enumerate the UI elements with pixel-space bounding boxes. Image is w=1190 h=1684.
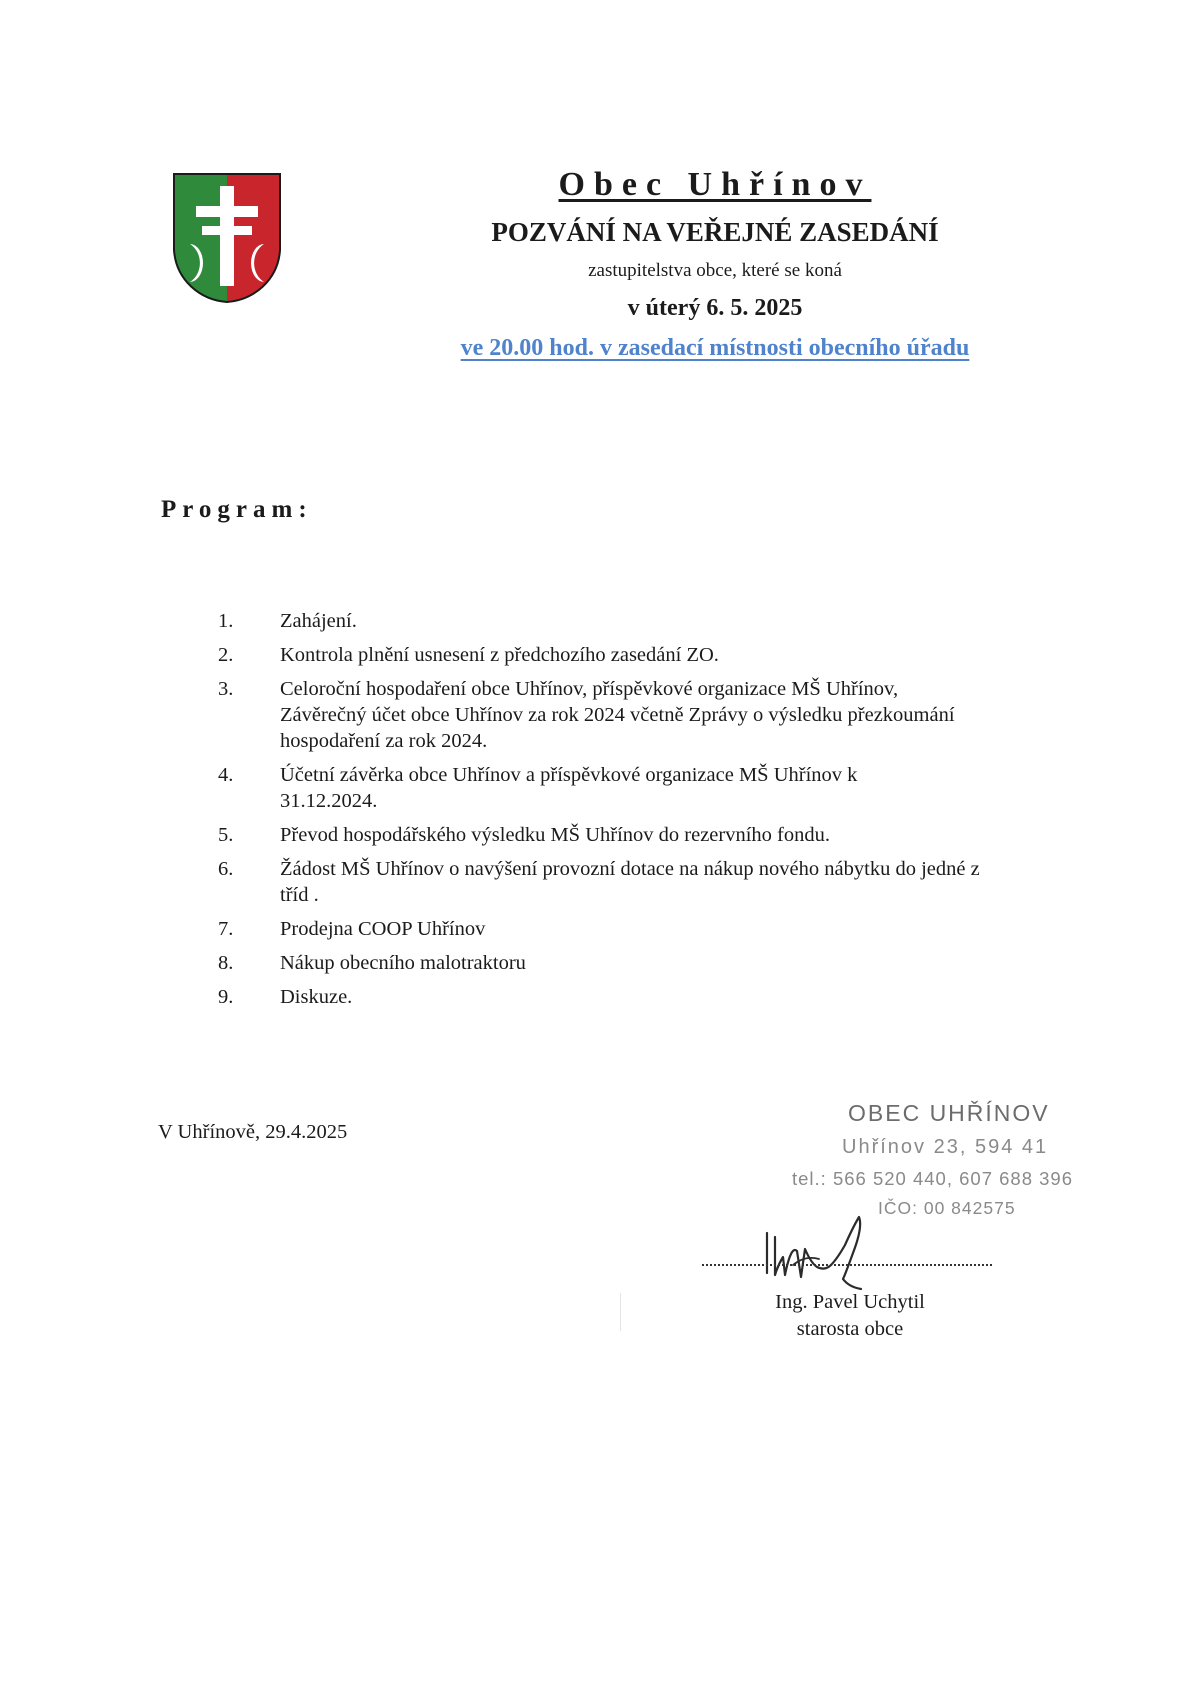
scan-artifact bbox=[620, 1293, 621, 1331]
stamp-address: Uhřínov 23, 594 41 bbox=[842, 1136, 1049, 1158]
agenda-text: Žádost MŠ Uhřínov o navýšení provozní dotace na nákup nového nábytku do jedné z tříd . bbox=[280, 858, 980, 906]
signature-icon bbox=[745, 1205, 905, 1295]
agenda-text: Kontrola plnění usnesení z předchozího zasedání ZO. bbox=[280, 644, 719, 666]
stamp-phone: tel.: 566 520 440, 607 688 396 bbox=[792, 1168, 1073, 1189]
meeting-venue: ve 20.00 hod. v zasedací místnosti obecního úřadu bbox=[460, 335, 970, 361]
agenda-item bbox=[218, 676, 1048, 754]
agenda-number: 3. bbox=[218, 678, 234, 700]
agenda-number: 6. bbox=[218, 858, 234, 880]
agenda-text: Nákup obecního malotraktoru bbox=[280, 952, 526, 974]
agenda-text: Prodejna COOP Uhřínov bbox=[280, 918, 486, 940]
agenda-text: Převod hospodářského výsledku MŠ Uhřínov do rezervního fondu. bbox=[280, 824, 831, 846]
agenda-text: Celoroční hospodaření obce Uhřínov, příspěvkové organizace MŠ Uhřínov, Závěrečný účet obce Uhřínov za rok 2024 včetně Zprávy o výsledku přezkoumání hospodaření za rok 2024. bbox=[280, 678, 955, 752]
agenda-item bbox=[218, 762, 1048, 814]
stamp-name: OBEC UHŘÍNOV bbox=[848, 1100, 1050, 1126]
agenda-number: 7. bbox=[218, 918, 234, 940]
municipality-name: Obec Uhřínov bbox=[558, 166, 872, 203]
signer-role: starosta obce bbox=[796, 1318, 904, 1340]
agenda-item bbox=[218, 950, 1048, 976]
signer-name: Ing. Pavel Uchytil bbox=[775, 1291, 925, 1313]
agenda-number: 9. bbox=[218, 986, 234, 1008]
agenda-text: Diskuze. bbox=[280, 986, 353, 1008]
document-title: POZVÁNÍ NA VEŘEJNÉ ZASEDÁNÍ bbox=[491, 217, 939, 247]
agenda-text: Zahájení. bbox=[280, 610, 357, 632]
agenda-item bbox=[218, 984, 1048, 1010]
agenda-number: 2. bbox=[218, 644, 234, 666]
agenda-item bbox=[218, 822, 1048, 848]
agenda-item bbox=[218, 856, 1048, 908]
stamp-id: IČO: 00 842575 bbox=[878, 1198, 1016, 1218]
signature-line bbox=[702, 1260, 992, 1266]
program-heading: Program: bbox=[161, 496, 313, 523]
agenda-number: 4. bbox=[218, 764, 234, 786]
agenda-number: 5. bbox=[218, 824, 234, 846]
agenda-text: Účetní závěrka obce Uhřínov a příspěvkové organizace MŠ Uhřínov k 31.12.2024. bbox=[280, 764, 858, 812]
agenda-number: 8. bbox=[218, 952, 234, 974]
agenda-item bbox=[218, 608, 1048, 634]
agenda-item bbox=[218, 916, 1048, 942]
document-subtitle: zastupitelstva obce, které se koná bbox=[588, 260, 842, 281]
agenda-item bbox=[218, 642, 1048, 668]
agenda-list bbox=[218, 608, 1048, 1018]
place-and-date: V Uhřínově, 29.4.2025 bbox=[158, 1121, 348, 1143]
agenda-number: 1. bbox=[218, 610, 234, 632]
meeting-date: v úterý 6. 5. 2025 bbox=[627, 295, 803, 321]
coat-of-arms-icon bbox=[172, 172, 282, 304]
